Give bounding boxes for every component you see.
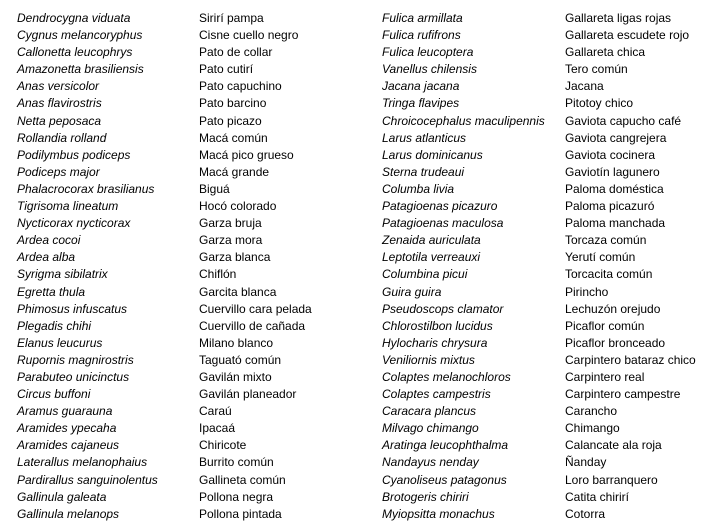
- scientific-name-right: Chroicocephalus maculipennis: [382, 113, 545, 128]
- table-row: [0, 437, 712, 454]
- table-row: [0, 78, 712, 95]
- scientific-name-left: Aramides ypecaha: [17, 421, 117, 436]
- common-name-right: Picaflor común: [565, 318, 645, 333]
- common-name-left: Macá pico grueso: [199, 147, 294, 162]
- scientific-name-left: Egretta thula: [17, 284, 86, 299]
- scientific-name-right: Caracara plancus: [382, 404, 477, 419]
- scientific-name-right: Fulica leucoptera: [382, 45, 474, 60]
- scientific-name-right: Chlorostilbon lucidus: [382, 318, 493, 333]
- scientific-name-left: Ardea alba: [17, 250, 76, 265]
- common-name-right: Picaflor bronceado: [565, 335, 666, 350]
- common-name-right: Carancho: [565, 404, 618, 419]
- table-row: [0, 232, 712, 249]
- table-row: [0, 454, 712, 471]
- scientific-name-left: Anas versicolor: [17, 79, 100, 94]
- scientific-name-right: Pseudoscops clamator: [382, 301, 504, 316]
- table-row: [0, 130, 712, 147]
- common-name-left: Pato barcino: [199, 96, 267, 111]
- common-name-left: Chiricote: [199, 438, 247, 453]
- scientific-name-right: Patagioenas picazuro: [382, 199, 498, 214]
- common-name-left: Caraú: [199, 404, 232, 419]
- table-row: [0, 198, 712, 215]
- scientific-name-right: Cyanoliseus patagonus: [382, 472, 507, 487]
- common-name-left: Milano blanco: [199, 335, 274, 350]
- scientific-name-left: Pardirallus sanguinolentus: [17, 472, 158, 487]
- scientific-name-right: Larus atlanticus: [382, 130, 467, 145]
- scientific-name-right: Brotogeris chiriri: [382, 489, 469, 504]
- scientific-name-right: Aratinga leucophthalma: [382, 438, 509, 453]
- scientific-name-right: Jacana jacana: [382, 79, 460, 94]
- table-row: [0, 369, 712, 386]
- table-row: [0, 44, 712, 61]
- scientific-name-right: Columbina picui: [382, 267, 468, 282]
- table-row: [0, 489, 712, 506]
- common-name-left: Cuervillo cara pelada: [199, 301, 312, 316]
- scientific-name-right: Guira guira: [382, 284, 442, 299]
- common-name-right: Lechuzón orejudo: [565, 301, 661, 316]
- table-row: [0, 215, 712, 232]
- table-row: [0, 10, 712, 27]
- scientific-name-left: Podilymbus podiceps: [17, 147, 131, 162]
- scientific-name-left: Tigrisoma lineatum: [17, 199, 119, 214]
- common-name-left: Pato picazo: [199, 113, 262, 128]
- scientific-name-left: Parabuteo unicinctus: [17, 369, 130, 384]
- common-name-left: Chiflón: [199, 267, 237, 282]
- common-name-left: Pollona pintada: [199, 506, 282, 521]
- common-name-right: Paloma manchada: [565, 216, 666, 231]
- scientific-name-left: Phimosus infuscatus: [17, 301, 128, 316]
- common-name-right: Torcaza común: [565, 233, 647, 248]
- table-row: [0, 386, 712, 403]
- common-name-right: Pitotoy chico: [565, 96, 634, 111]
- common-name-left: Pato cutirí: [199, 62, 254, 77]
- common-name-right: Gallareta ligas rojas: [565, 11, 672, 25]
- scientific-name-left: Netta peposaca: [17, 113, 102, 128]
- scientific-name-left: Gallinula galeata: [17, 489, 107, 504]
- scientific-name-left: Aramides cajaneus: [17, 438, 120, 453]
- scientific-name-right: Vanellus chilensis: [382, 62, 477, 77]
- scientific-name-right: Milvago chimango: [382, 421, 479, 436]
- scientific-name-right: Columba livia: [382, 181, 455, 196]
- common-name-left: Garza mora: [199, 233, 263, 248]
- common-name-right: Gallareta escudete rojo: [565, 28, 690, 43]
- common-name-right: Paloma picazuró: [565, 199, 655, 214]
- scientific-name-right: Hylocharis chrysura: [382, 335, 488, 350]
- table-row: [0, 147, 712, 164]
- table-row: [0, 284, 712, 301]
- common-name-right: Gaviota cocinera: [565, 147, 656, 162]
- common-name-left: Pato de collar: [199, 45, 273, 60]
- scientific-name-right: Nandayus nenday: [382, 455, 479, 470]
- common-name-left: Gavilán planeador: [199, 387, 297, 402]
- common-name-left: Taguató común: [199, 352, 282, 367]
- common-name-left: Garza blanca: [199, 250, 271, 265]
- table-row: [0, 249, 712, 266]
- table-row: [0, 472, 712, 489]
- common-name-left: Hocó colorado: [199, 199, 277, 214]
- common-name-left: Pato capuchino: [199, 79, 282, 94]
- common-name-left: Ipacaá: [199, 421, 236, 436]
- common-name-left: Cisne cuello negro: [199, 28, 299, 43]
- common-name-left: Garcita blanca: [199, 284, 277, 299]
- table-row: [0, 61, 712, 78]
- table-row: [0, 27, 712, 44]
- common-name-right: Ñanday: [565, 455, 607, 470]
- common-name-left: Biguá: [199, 181, 230, 196]
- common-name-right: Torcacita común: [565, 267, 653, 282]
- scientific-name-left: Gallinula melanops: [17, 506, 120, 521]
- common-name-right: Tero común: [565, 62, 628, 77]
- common-name-right: Yerutí común: [565, 250, 636, 265]
- common-name-right: Pirincho: [565, 284, 609, 299]
- table-row: [0, 420, 712, 437]
- common-name-left: Burrito común: [199, 455, 274, 470]
- scientific-name-left: Rollandia rolland: [17, 130, 107, 145]
- common-name-right: Loro barranquero: [565, 472, 658, 487]
- common-name-left: Cuervillo de cañada: [199, 318, 306, 333]
- common-name-right: Cotorra: [565, 506, 606, 521]
- scientific-name-right: Colaptes campestris: [382, 387, 491, 402]
- table-row: [0, 352, 712, 369]
- common-name-left: Garza bruja: [199, 216, 262, 231]
- scientific-name-left: Plegadis chihi: [17, 318, 92, 333]
- table-row: [0, 95, 712, 112]
- common-name-left: Gavilán mixto: [199, 369, 272, 384]
- common-name-right: Chimango: [565, 421, 620, 436]
- scientific-name-left: Rupornis magnirostris: [17, 352, 134, 367]
- common-name-right: Calancate ala roja: [565, 438, 662, 453]
- scientific-name-left: Dendrocygna viduata: [17, 11, 131, 25]
- common-name-right: Catita chirirí: [565, 489, 630, 504]
- scientific-name-right: Zenaida auriculata: [382, 233, 481, 248]
- scientific-name-right: Fulica rufifrons: [382, 28, 461, 43]
- table-row: [0, 266, 712, 283]
- scientific-name-right: Leptotila verreauxi: [382, 250, 481, 265]
- table-row: [0, 164, 712, 181]
- scientific-name-left: Aramus guarauna: [17, 404, 113, 419]
- scientific-name-left: Amazonetta brasiliensis: [17, 62, 144, 77]
- common-name-left: Gallineta común: [199, 472, 286, 487]
- scientific-name-left: Phalacrocorax brasilianus: [17, 181, 155, 196]
- scientific-name-right: Veniliornis mixtus: [382, 352, 475, 367]
- common-name-right: Gaviota capucho café: [565, 113, 682, 128]
- common-name-left: Macá común: [199, 130, 268, 145]
- scientific-name-left: Circus buffoni: [17, 387, 91, 402]
- table-row: [0, 318, 712, 335]
- scientific-name-right: Colaptes melanochloros: [382, 369, 511, 384]
- common-name-right: Gallareta chica: [565, 45, 646, 60]
- scientific-name-left: Ardea cocoi: [17, 233, 81, 248]
- species-table: [0, 10, 712, 523]
- common-name-right: Gaviota cangrejera: [565, 130, 667, 145]
- scientific-name-left: Laterallus melanophaius: [17, 455, 148, 470]
- scientific-name-right: Tringa flavipes: [382, 96, 460, 111]
- table-row: [0, 335, 712, 352]
- scientific-name-left: Podiceps major: [17, 164, 100, 179]
- table-row: [0, 403, 712, 420]
- scientific-name-left: Syrigma sibilatrix: [17, 267, 108, 282]
- scientific-name-right: Fulica armillata: [382, 11, 463, 25]
- common-name-right: Carpintero real: [565, 369, 645, 384]
- scientific-name-right: Myiopsitta monachus: [382, 506, 495, 521]
- scientific-name-right: Patagioenas maculosa: [382, 216, 504, 231]
- table-row: [0, 113, 712, 130]
- common-name-right: Jacana: [565, 79, 604, 94]
- common-name-right: Gaviotín lagunero: [565, 164, 660, 179]
- scientific-name-left: Cygnus melancoryphus: [17, 28, 143, 43]
- common-name-right: Paloma doméstica: [565, 181, 664, 196]
- scientific-name-left: Callonetta leucophrys: [17, 45, 133, 60]
- common-name-left: Pollona negra: [199, 489, 274, 504]
- scientific-name-left: Nycticorax nycticorax: [17, 216, 131, 231]
- scientific-name-left: Anas flavirostris: [17, 96, 102, 111]
- common-name-right: Carpintero campestre: [565, 387, 681, 402]
- table-row: [0, 506, 712, 523]
- common-name-left: Macá grande: [199, 164, 270, 179]
- scientific-name-left: Elanus leucurus: [17, 335, 103, 350]
- table-row: [0, 181, 712, 198]
- scientific-name-right: Sterna trudeaui: [382, 164, 465, 179]
- table-row: [0, 301, 712, 318]
- common-name-right: Carpintero bataraz chico: [565, 352, 696, 367]
- common-name-left: Sirirí pampa: [199, 11, 264, 25]
- scientific-name-right: Larus dominicanus: [382, 147, 483, 162]
